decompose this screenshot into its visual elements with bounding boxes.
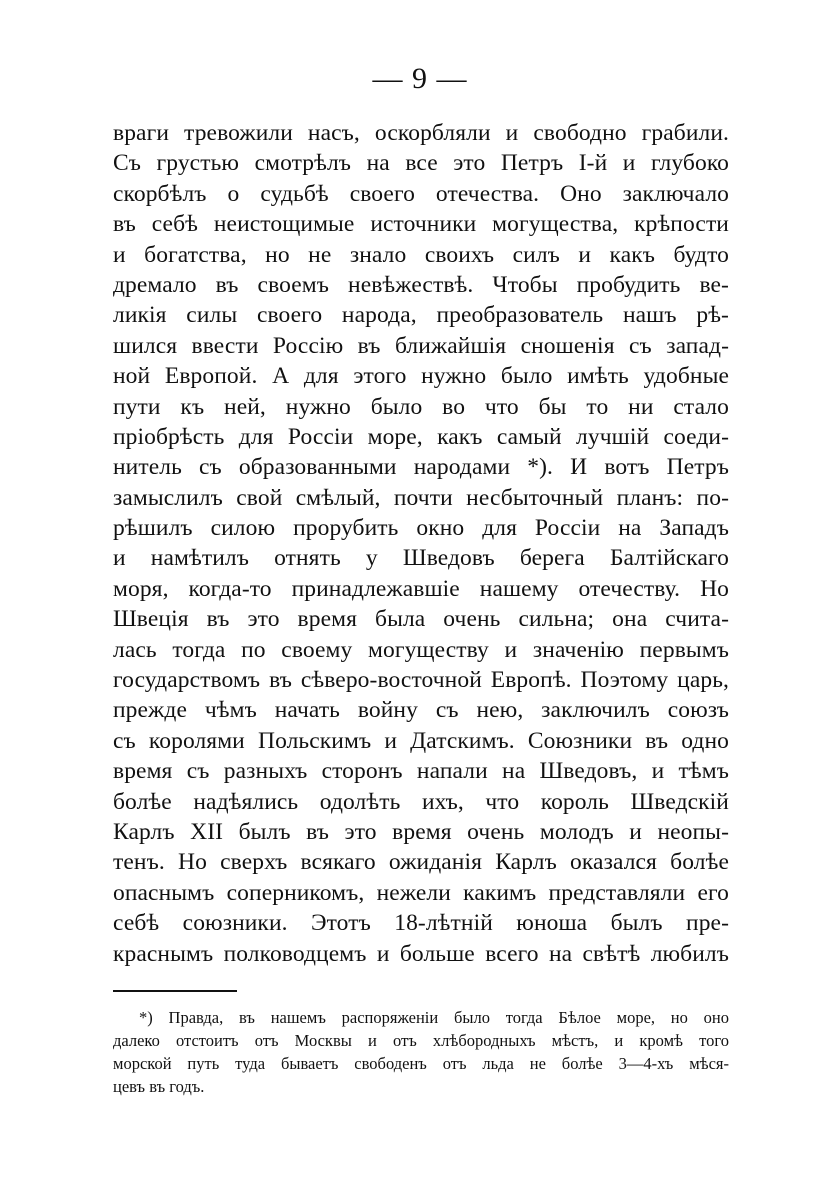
- text-line: и богатства, но не знало своихъ силъ и какъ будто: [113, 241, 729, 268]
- text-line: моря, когда-то принадлежавшіе нашему отечеству. Но: [113, 575, 729, 602]
- text-line: и намѣтилъ отнять у Шведовъ берега Балтійскаго: [113, 545, 729, 572]
- text-line: себѣ союзники. Этотъ 18-лѣтній юноша былъ пре-: [113, 910, 729, 937]
- text-line: краснымъ полководцемъ и больше всего на свѣтѣ любилъ: [113, 940, 729, 967]
- text-line: дремало въ своемъ невѣжествѣ. Чтобы пробудить ве-: [113, 271, 729, 298]
- page-number: — 9 —: [372, 62, 468, 95]
- text-line: государствомъ въ сѣверо-восточной Европѣ. Поэтому царь,: [113, 667, 729, 694]
- text-line: скорбѣлъ о судьбѣ своего отечества. Оно заключало: [113, 180, 729, 207]
- footnote: [113, 1006, 729, 1098]
- text-line: въ себѣ неистощимые источники могущества, крѣпости: [113, 211, 729, 238]
- footnote-divider: [113, 990, 237, 992]
- text-line: время съ разныхъ сторонъ напали на Шведовъ, и тѣмъ: [113, 758, 729, 785]
- text-line: замыслилъ свой смѣлый, почти несбыточный планъ: по-: [113, 484, 729, 511]
- text-line: Карлъ XII былъ въ это время очень молодъ и неопы-: [113, 818, 729, 845]
- text-line: Съ грустью смотрѣлъ на все это Петръ I-й и глубоко: [113, 150, 729, 177]
- text-line: лась тогда по своему могуществу и значенію первымъ: [113, 636, 729, 663]
- footnote-line: *) Правда, въ нашемъ распоряженіи было тогда Бѣлое море, но оно: [139, 1008, 729, 1027]
- text-line: шился ввести Россію въ ближайшія сношенія съ запад-: [113, 332, 729, 359]
- text-line: опаснымъ соперникомъ, нежели какимъ представляли его: [113, 879, 729, 906]
- text-line: болѣе надѣялись одолѣть ихъ, что король Шведскій: [113, 788, 729, 815]
- footnote-line: далеко отстоитъ отъ Москвы и отъ хлѣбородныхъ мѣстъ, и кромѣ того: [113, 1031, 729, 1050]
- body-text: [113, 118, 729, 969]
- text-line: пріобрѣсть для Россіи море, какъ самый лучшій соеди-: [113, 423, 729, 450]
- text-line: съ королями Польскимъ и Датскимъ. Союзники въ одно: [113, 727, 729, 754]
- text-line: прежде чѣмъ начать войну съ нею, заключилъ союзъ: [113, 697, 729, 724]
- footnote-line: морской путь туда бываетъ свободенъ отъ льда не болѣе 3—4-хъ мѣся-: [113, 1054, 729, 1073]
- text-line: нитель съ образованными народами *). И вотъ Петръ: [113, 454, 729, 481]
- text-line: ликія силы своего народа, преобразователь нашъ рѣ-: [113, 302, 729, 329]
- text-line: тенъ. Но сверхъ всякаго ожиданія Карлъ оказался болѣе: [113, 849, 729, 876]
- text-line: враги тревожили насъ, оскорбляли и свободно грабили.: [113, 120, 729, 146]
- footnote-line: цевъ въ годъ.: [113, 1077, 205, 1096]
- text-line: ной Европой. А для этого нужно было имѣть удобные: [113, 363, 729, 390]
- text-line: Швеція въ это время была очень сильна; она счита-: [113, 606, 729, 633]
- text-line: пути къ ней, нужно было во что бы то ни стало: [113, 393, 729, 420]
- text-line: рѣшилъ силою прорубить окно для Россіи на Западъ: [113, 515, 729, 542]
